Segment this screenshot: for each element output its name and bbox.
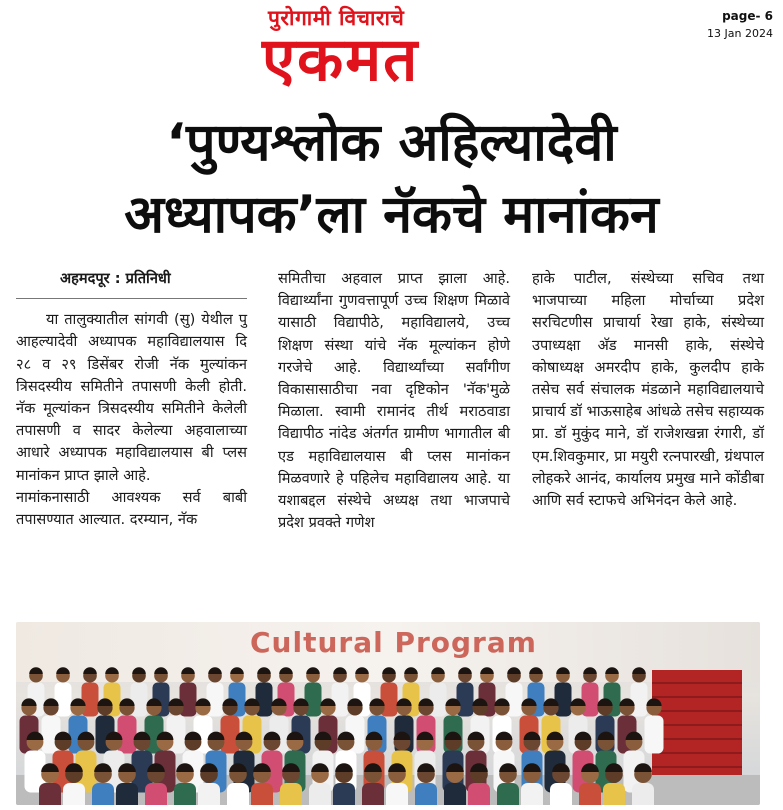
paragraph: नामांकनासाठी आवश्यक सर्व बाबी तपासण्यात आल्यात. दरम्यान, नॅक xyxy=(16,488,247,529)
photo-person xyxy=(116,763,138,805)
photo-person xyxy=(280,763,302,805)
photo-person xyxy=(227,763,249,805)
group-photo xyxy=(16,622,760,805)
headline-line-2: अध्यापक’ला नॅकचे मानांकन xyxy=(124,185,659,245)
photo-person xyxy=(39,763,61,805)
paragraph: या तालुक्यातील सांगवी (सु) येथील पु आहल्यादेवी अध्यापक महाविद्यालयास दि २८ व २९ डिसेंबर रोजी नॅक मुल्यांकन त्रिसदस्यीय समितीने तपासणी केली होती. नॅक मूल्यांकन त्रिसदस्यीय समितीने केलेली तपासणी व सादर केलेल्या अहवालाच्या आधारे अध्यापक महाविद्यालयास बी प्लस मानांकन प्राप्त झाले आहे. xyxy=(16,311,247,484)
photo-person xyxy=(251,763,273,805)
photo-person xyxy=(92,763,114,805)
photo-person xyxy=(333,763,355,805)
photo-person xyxy=(386,763,408,805)
photo-person xyxy=(145,763,167,805)
photo-person xyxy=(415,763,437,805)
photo-person xyxy=(468,763,490,805)
paragraph: समितीचा अहवाल प्राप्त झाला आहे. विद्यार्थ्यांना गुणवत्तापूर्ण उच्च शिक्षण मिळावे यासाठी विद्यापीठे, महाविद्यालये, उच्च शिक्षण संस्था यांचे नॅक मूल्यांकन होणे गरजेचे आहे. विद्यार्थ्यांच्या सर्वांगीण विकासासाठीचा नवा दृष्टिकोन 'नॅक'मुळे मिळाला. स्वामी रामानंद तीर्थ मराठवाडा विद्यापीठ नांदेड अंतर्गत ग्रामीण भागातील बी एड महाविद्यालयास बी प्लस मानांकन मिळवणारे हे पहिलेच महाविद्यालय आहे. या यशाबद्दल संस्थेचे अध्यक्ष तथा भाजपाचे प्रदेश प्रवक्ते गणेश xyxy=(278,270,510,532)
photo-person xyxy=(132,732,153,793)
photo-person xyxy=(63,763,85,805)
masthead xyxy=(0,0,783,100)
photo-person xyxy=(25,732,46,793)
photo-crowd xyxy=(16,622,760,805)
photo-person xyxy=(645,698,664,753)
article-column-1 xyxy=(16,268,247,531)
photo-person xyxy=(309,763,331,805)
paragraph: हाके पाटील, संस्थेच्या सचिव तथा भाजपाच्या महिला मोर्चाच्या प्रदेश सरचिटणीस प्राचार्या रेखा हाके, संस्थेच्या उपाध्यक्षा अ‍ॅड मानसी हाके, संस्थेचे कोषाध्यक्ष अमरदीप हाके, कुलदीप हाके तसेच सर्व संचालक मंडळाने महाविद्यालयाचे प्राचार्य डॉ भाऊसाहेब आंधळे तसेच सहाय्यक प्रा. डॉ मुकुंद माने, डॉ राजेशखन्ना रंगारी, डॉ एम.शिवकुमार, प्रा मयुरी रत्नपारखी, ग्रंथपाल लोहकरे आनंद, कार्यालय प्रमुख माने कोंडीबा आणि सर्व स्टाफचे अभिनंदन केले आहे. xyxy=(532,270,764,510)
photo-person xyxy=(174,763,196,805)
newspaper-logo: एकमत xyxy=(262,25,420,95)
photo-person xyxy=(550,763,572,805)
article-column-3 xyxy=(532,268,764,512)
headline-line-1: ‘पुण्यश्लोक अहिल्यादेवी xyxy=(166,113,617,173)
article-column-2 xyxy=(278,268,510,534)
photo-person xyxy=(198,763,220,805)
photo-person xyxy=(362,763,384,805)
byline-divider xyxy=(16,298,247,299)
photo-person xyxy=(579,763,601,805)
masthead-tagline: पुरोगामी विचाराचे xyxy=(268,6,405,30)
photo-banner-text: Cultural Program xyxy=(250,626,537,659)
photo-person xyxy=(632,763,654,805)
photo-person xyxy=(603,763,625,805)
page-meta xyxy=(707,8,773,42)
byline: अहमदपूर : प्रतिनिधी xyxy=(60,270,171,287)
article-headline xyxy=(0,107,783,251)
photo-person xyxy=(497,763,519,805)
publication-date: 13 Jan 2024 xyxy=(707,27,773,40)
photo-person xyxy=(521,763,543,805)
photo-person xyxy=(444,763,466,805)
page-number: page- 6 xyxy=(722,9,773,23)
